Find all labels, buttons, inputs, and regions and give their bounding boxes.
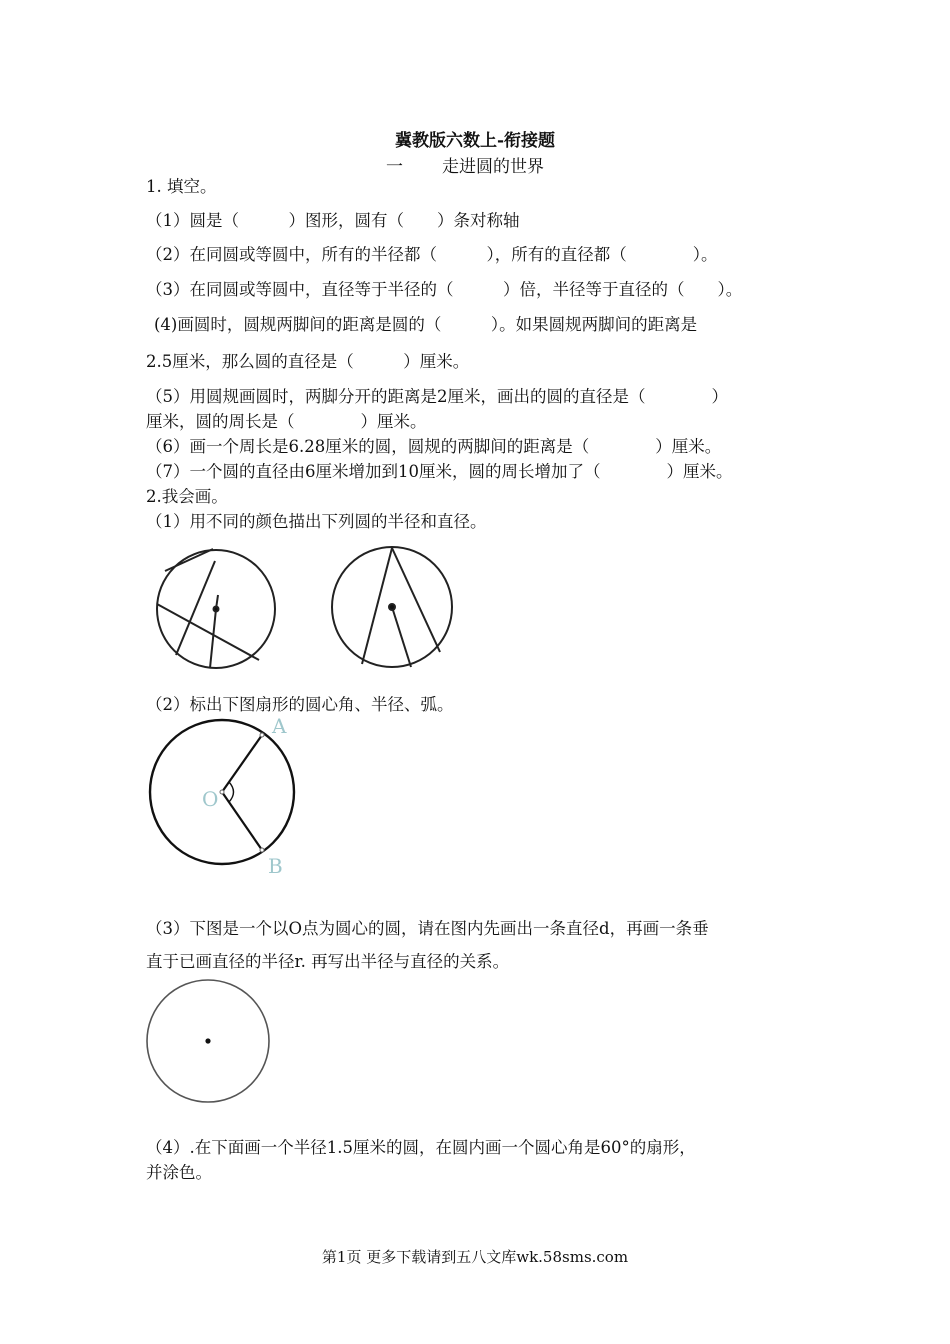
q1-item-1: （1）圆是（ ）图形，圆有（ ）条对称轴 [146, 211, 520, 230]
q1-item-4a: (4)画圆时，圆规两脚间的距离是圆的（ ）。如果圆规两脚间的距离是 [154, 315, 698, 334]
q2-part1: （1）用不同的颜色描出下列圆的半径和直径。 [146, 512, 487, 531]
q1-item-7: （7）一个圆的直径由6厘米增加到10厘米，圆的周长增加了（ ）厘米。 [146, 462, 733, 481]
section-number: 一 [386, 157, 403, 177]
page-title: 冀教版六数上-衔接题 [394, 131, 556, 151]
q2-part3-line2: 直于已画直径的半径r. 再写出半径与直径的关系。 [146, 952, 510, 971]
point-o-label: O [202, 787, 219, 811]
point-a-label: A [272, 714, 287, 738]
q1-item-2: （2）在同圆或等圆中，所有的半径都（ ），所有的直径都（ ）。 [146, 245, 718, 264]
q1-item-6: （6）画一个周长是6.28厘米的圆，圆规的两脚间的距离是（ ）厘米。 [146, 437, 722, 456]
q1-item-4b: 2.5厘米，那么圆的直径是（ ）厘米。 [146, 352, 470, 371]
section-title: 走进圆的世界 [442, 157, 544, 177]
q1-item-3: （3）在同圆或等圆中，直径等于半径的（ ）倍，半径等于直径的（ ）。 [146, 280, 743, 299]
q2-heading: 2.我会画。 [146, 487, 228, 506]
q1-item-5a: （5）用圆规画圆时，两脚分开的距离是2厘米，画出的圆的直径是（ ） [146, 387, 728, 406]
q2-part4-line2: 并涂色。 [146, 1163, 212, 1182]
q2-part4-line1: （4）.在下面画一个半径1.5厘米的圆，在圆内画一个圆心角是60°的扇形， [146, 1138, 696, 1157]
point-b-label: B [268, 854, 283, 878]
q1-item-5b: 厘米，圆的周长是（ ）厘米。 [146, 412, 427, 431]
q2-part2: （2）标出下图扇形的圆心角、半径、弧。 [146, 695, 454, 714]
page-footer: 第1页 更多下载请到五八文库wk.58sms.com [321, 1248, 629, 1266]
q2-part3-line1: （3）下图是一个以O点为圆心的圆，请在图内先画出一条直径d，再画一条垂 [146, 919, 709, 938]
q1-heading: 1. 填空。 [146, 177, 217, 196]
